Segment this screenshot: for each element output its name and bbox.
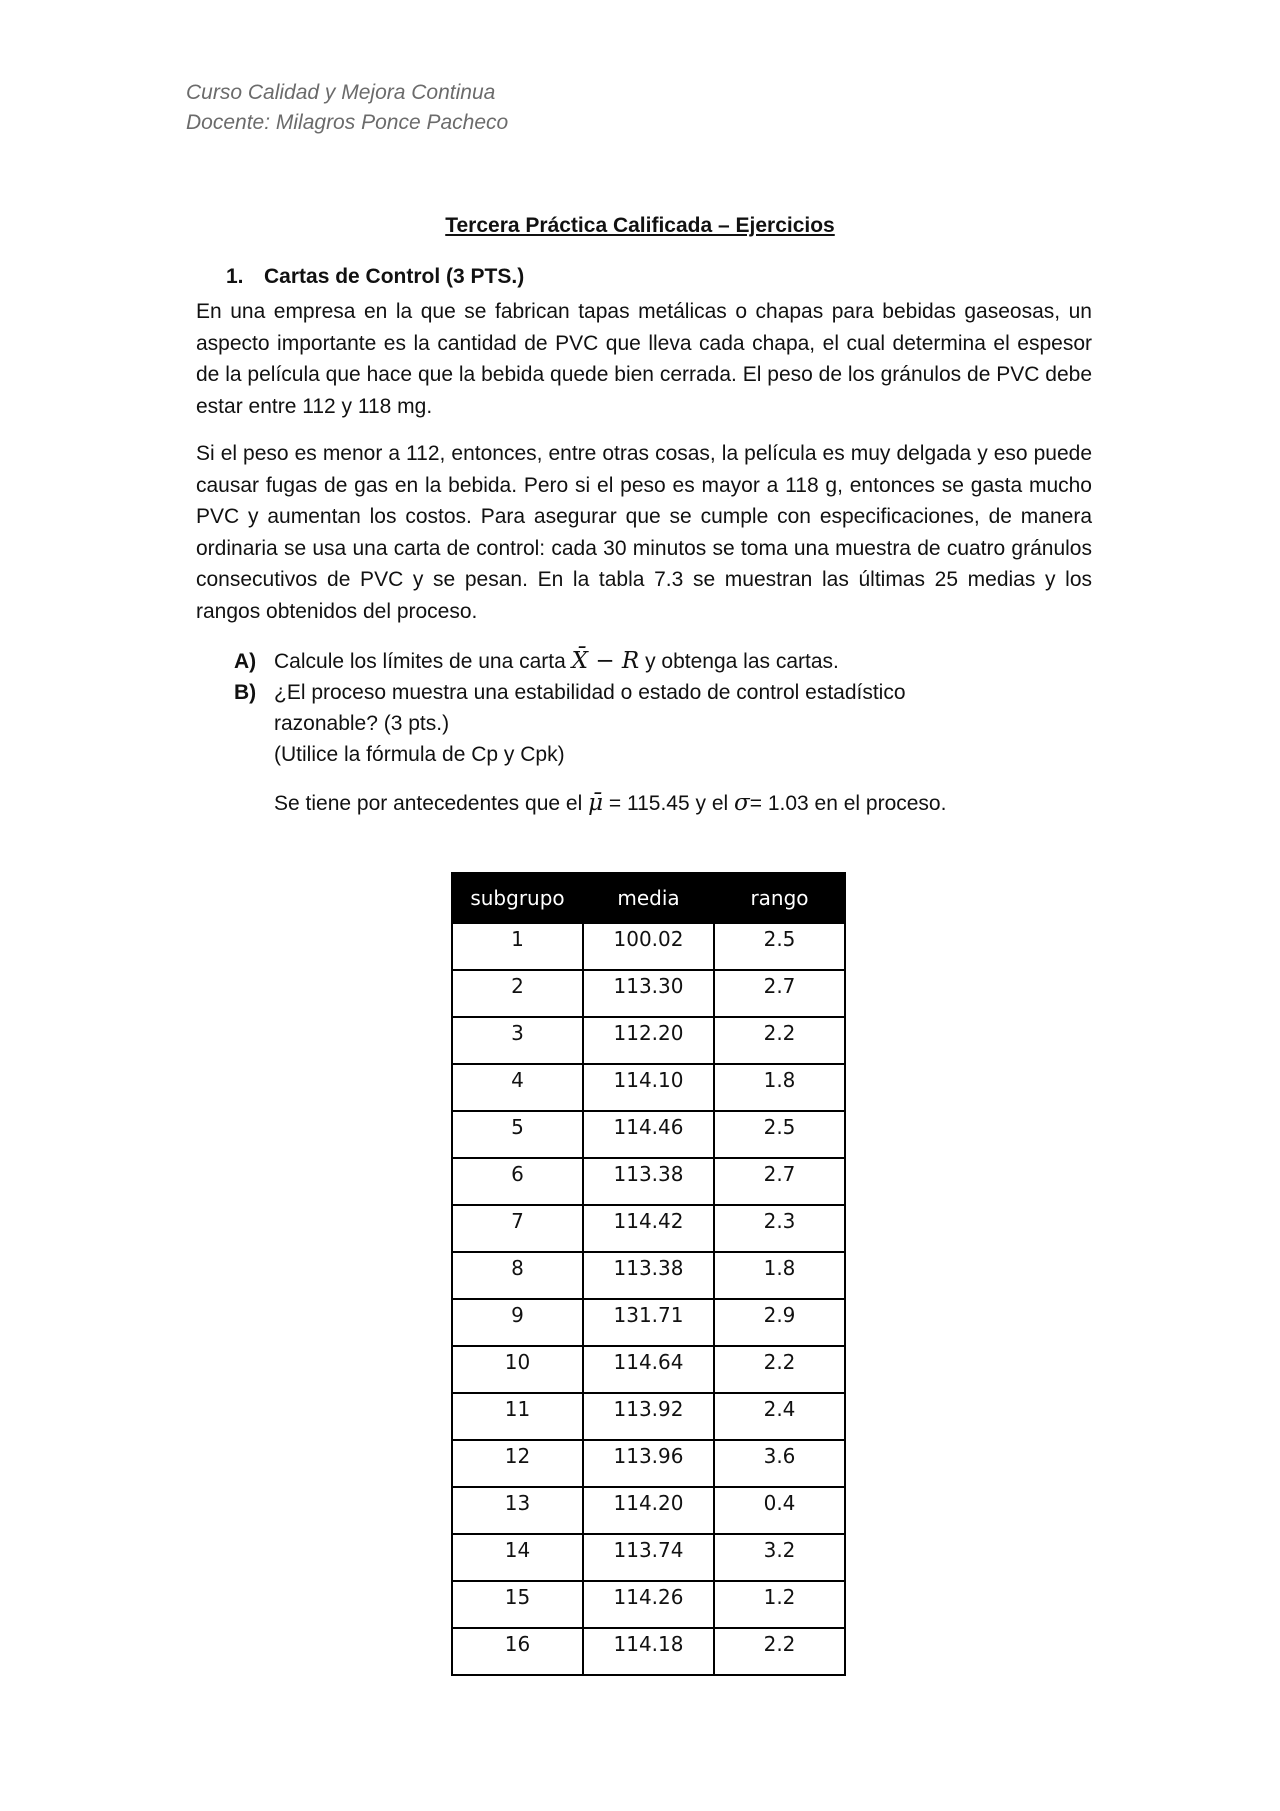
cell-rango: 2.4: [714, 1393, 845, 1440]
mu-symbol: μ̄: [588, 790, 604, 816]
cell-rango: 3.2: [714, 1534, 845, 1581]
cell-subgrupo: 16: [452, 1628, 583, 1675]
cell-media: 113.38: [583, 1158, 714, 1205]
header-media: media: [583, 873, 714, 923]
table-row: [452, 1017, 845, 1064]
question-a: [234, 646, 839, 677]
cell-media: 113.38: [583, 1252, 714, 1299]
cell-rango: 2.2: [714, 1017, 845, 1064]
cell-subgrupo: 14: [452, 1534, 583, 1581]
question-a-text-end: y obtenga las cartas.: [645, 650, 839, 673]
sigma-value: = 1.03 en el proceso.: [749, 792, 947, 815]
cell-rango: 2.2: [714, 1346, 845, 1393]
table-row: [452, 1205, 845, 1252]
cell-rango: 2.5: [714, 1111, 845, 1158]
cell-subgrupo: 2: [452, 970, 583, 1017]
page-header: [186, 78, 508, 138]
cell-rango: 2.7: [714, 1158, 845, 1205]
table-row: [452, 970, 845, 1017]
cell-subgrupo: 7: [452, 1205, 583, 1252]
cell-subgrupo: 1: [452, 923, 583, 970]
cell-rango: 0.4: [714, 1487, 845, 1534]
cell-rango: 1.8: [714, 1252, 845, 1299]
table-row: [452, 1487, 845, 1534]
cell-media: 114.46: [583, 1111, 714, 1158]
table-row: [452, 1581, 845, 1628]
table-header-row: [452, 873, 845, 923]
cell-subgrupo: 12: [452, 1440, 583, 1487]
paragraph-intro: En una empresa en la que se fabrican tapas metálicas o chapas para bebidas gaseosas, un aspecto importante es la cantidad de PVC que lleva cada chapa, el cual determina el espesor de la película que hace que la bebida quede bien cerrada. El peso de los gránulos de PVC debe estar entre 112 y 118 mg.: [196, 300, 1092, 418]
cell-media: 131.71: [583, 1299, 714, 1346]
cell-rango: 1.8: [714, 1064, 845, 1111]
question-b-line3: (Utilice la fórmula de Cp y Cpk): [274, 743, 565, 766]
cell-media: 113.74: [583, 1534, 714, 1581]
cell-rango: 2.5: [714, 923, 845, 970]
cell-rango: 2.2: [714, 1628, 845, 1675]
cell-subgrupo: 11: [452, 1393, 583, 1440]
question-b-line1: ¿El proceso muestra una estabilidad o estado de control estadístico: [274, 681, 906, 704]
table-row: [452, 1628, 845, 1675]
section-heading: [226, 265, 524, 289]
section-label: Cartas de Control (3 PTS.): [264, 265, 525, 288]
cell-media: 114.18: [583, 1628, 714, 1675]
question-b: [234, 677, 906, 708]
table-row: [452, 1111, 845, 1158]
cell-rango: 2.7: [714, 970, 845, 1017]
table-row: [452, 1440, 845, 1487]
cell-media: 114.26: [583, 1581, 714, 1628]
cell-media: 114.42: [583, 1205, 714, 1252]
cell-subgrupo: 6: [452, 1158, 583, 1205]
header-subgrupo: subgrupo: [452, 873, 583, 923]
course-name: Curso Calidad y Mejora Continua: [186, 81, 496, 104]
table-row: [452, 1346, 845, 1393]
cell-media: 114.20: [583, 1487, 714, 1534]
cell-subgrupo: 10: [452, 1346, 583, 1393]
table-row: [452, 1158, 845, 1205]
cell-subgrupo: 5: [452, 1111, 583, 1158]
cell-subgrupo: 9: [452, 1299, 583, 1346]
header-rango: rango: [714, 873, 845, 923]
antecedentes-line: [274, 788, 946, 819]
table-row: [452, 1393, 845, 1440]
cell-media: 113.96: [583, 1440, 714, 1487]
cell-media: 113.30: [583, 970, 714, 1017]
cell-rango: 2.9: [714, 1299, 845, 1346]
antecedentes-prefix: Se tiene por antecedentes que el: [274, 792, 583, 815]
cell-rango: 2.3: [714, 1205, 845, 1252]
cell-media: 112.20: [583, 1017, 714, 1064]
cell-rango: 1.2: [714, 1581, 845, 1628]
table-row: [452, 923, 845, 970]
cell-subgrupo: 3: [452, 1017, 583, 1064]
cell-media: 100.02: [583, 923, 714, 970]
question-b-label: B): [234, 681, 257, 704]
teacher-name: Docente: Milagros Ponce Pacheco: [186, 111, 509, 134]
question-a-text: Calcule los límites de una carta: [274, 650, 566, 673]
sigma-symbol: σ: [734, 790, 750, 816]
table-row: [452, 1534, 845, 1581]
section-number: 1.: [226, 265, 244, 288]
cell-subgrupo: 8: [452, 1252, 583, 1299]
cell-media: 114.10: [583, 1064, 714, 1111]
cell-subgrupo: 15: [452, 1581, 583, 1628]
cell-subgrupo: 4: [452, 1064, 583, 1111]
cell-media: 114.64: [583, 1346, 714, 1393]
question-b-line2: razonable? (3 pts.): [274, 712, 450, 735]
cell-rango: 3.6: [714, 1440, 845, 1487]
table-row: [452, 1299, 845, 1346]
xbar-r-formula: X̄ − R: [571, 648, 640, 674]
mu-value: = 115.45 y el: [608, 792, 729, 815]
cell-media: 113.92: [583, 1393, 714, 1440]
data-table: [451, 872, 846, 1676]
cell-subgrupo: 13: [452, 1487, 583, 1534]
table-row: [452, 1064, 845, 1111]
question-a-label: A): [234, 650, 257, 673]
document-title: Tercera Práctica Calificada – Ejercicios: [445, 214, 835, 237]
table-row: [452, 1252, 845, 1299]
paragraph-details: Si el peso es menor a 112, entonces, entre otras cosas, la película es muy delgada y eso puede causar fugas de gas en la bebida. Pero si el peso es mayor a 118 g, entonces se gasta mucho PVC y aumentan los costos. Para asegurar que se cumple con especificaciones, de manera ordinaria se usa una carta de control: cada 30 minutos se toma una muestra de cuatro gránulos consecutivos de PVC y se pesan. En la tabla 7.3 se muestran las últimas 25 medias y los rangos obtenidos del proceso.: [196, 442, 1092, 623]
